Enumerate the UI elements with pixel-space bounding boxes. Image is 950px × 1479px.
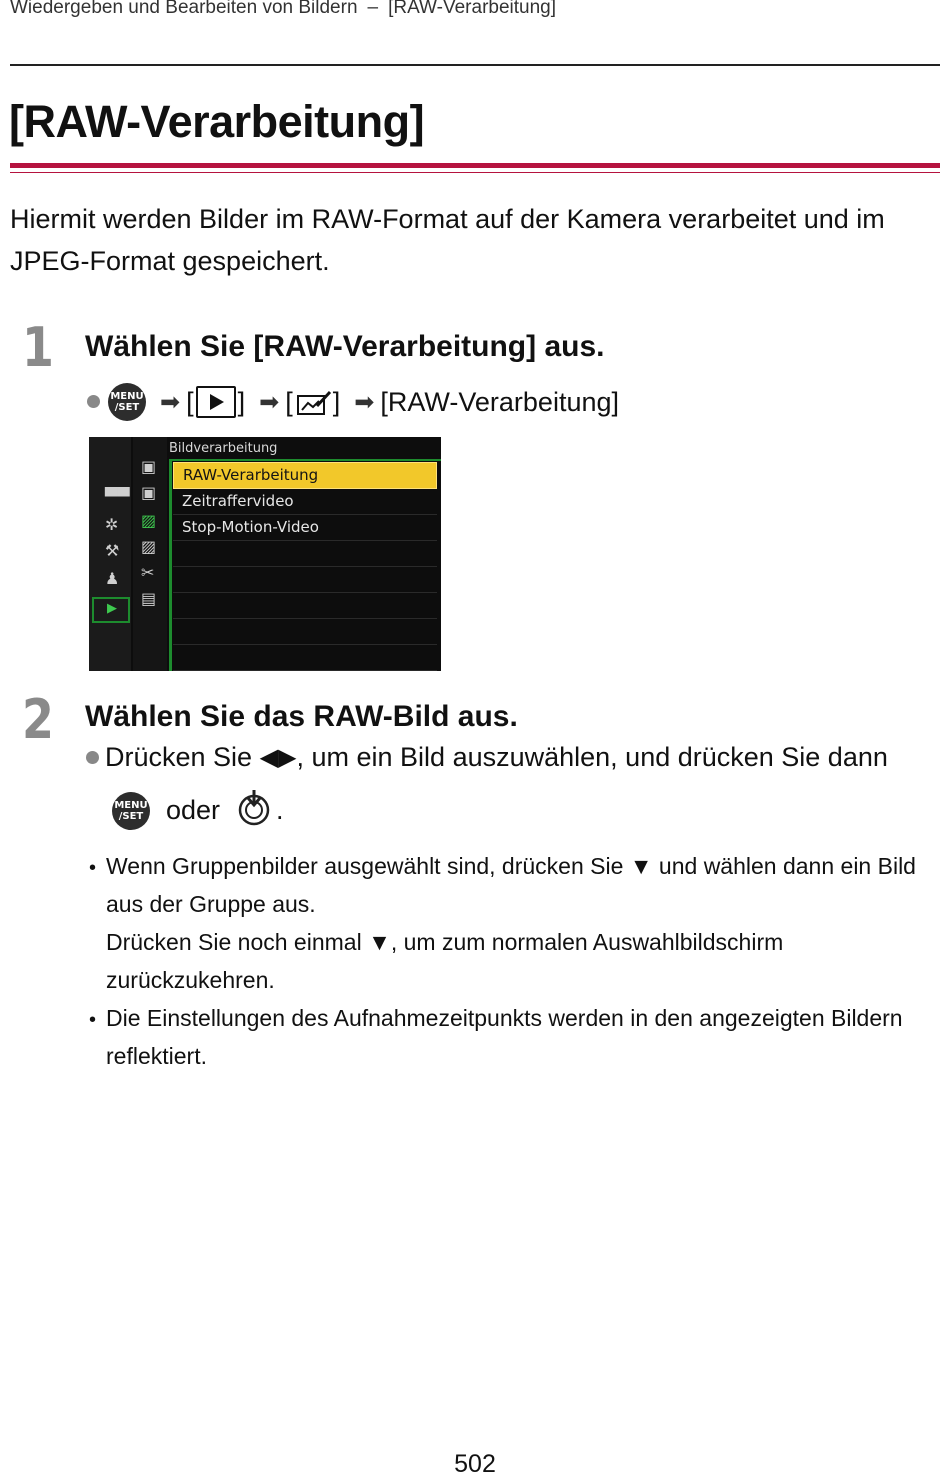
menu-item-name: [RAW-Verarbeitung] — [380, 386, 620, 417]
scissors-icon: ✂ — [141, 563, 155, 582]
tab-icon: ▣ — [141, 457, 157, 476]
note-settings-reflected: Die Einstellungen des Aufnahmezeitpunkts werden in den angezeigten Bildern reflektiert. — [106, 1005, 903, 1069]
arrow-right-icon: ➡ — [259, 388, 280, 416]
camera-menu-item: RAW-Verarbeitung — [173, 462, 437, 489]
note-bullet: • — [89, 1009, 97, 1031]
joystick-press-icon — [236, 788, 272, 833]
oder-text: oder — [166, 795, 221, 825]
image-edit-tab-icon: ▨ — [141, 511, 157, 530]
title-rule-thin — [10, 172, 940, 173]
note-return-selection: Drücken Sie noch einmal ▼, um zum normalen Auswahlbildschirm zurückzukehren. — [106, 929, 784, 993]
image-edit-tab-icon — [295, 388, 331, 416]
play-tab-icon — [196, 386, 236, 418]
step-2-title: Wählen Sie das RAW-Bild aus. — [85, 700, 518, 733]
camera-menu-list — [173, 462, 437, 671]
page-number: 502 — [454, 1450, 496, 1478]
instruction-end: , um ein Bild auszuwählen, und drücken Sie dann — [296, 742, 888, 772]
arrow-right-icon: ➡ — [354, 388, 375, 416]
camera-menu-item: Stop-Motion-Video — [173, 515, 437, 541]
person-icon: ♟ — [105, 569, 120, 588]
bracket-open: [ — [285, 386, 293, 417]
bullet-dot — [86, 751, 99, 764]
breadcrumb-separator: – — [367, 0, 379, 18]
camera-menu-item — [173, 645, 437, 671]
menu-set-label-bottom: /SET — [118, 810, 144, 822]
camera-menu-header: Bildverarbeitung — [169, 441, 278, 456]
menu-set-button-icon — [108, 383, 146, 421]
wrench-icon: ⚒ — [105, 541, 120, 560]
breadcrumb — [10, 0, 556, 19]
step-2-instruction-continued — [112, 788, 284, 833]
camera-menu-screenshot — [89, 437, 441, 671]
left-right-arrows-icon: ◀▶ — [259, 744, 297, 771]
menu-green-divider — [169, 459, 441, 461]
breadcrumb-section: Wiedergeben und Bearbeiten von Bildern — [10, 0, 358, 18]
video-camera-icon: ▀▀ — [105, 487, 130, 506]
tab-icon: ▣ — [141, 483, 157, 502]
menu-set-button-icon — [112, 792, 150, 830]
step-1-number: 1 — [22, 316, 54, 379]
bracket-close: ] — [237, 386, 246, 417]
menu-set-label-top: MENU — [114, 799, 148, 811]
period: . — [276, 795, 284, 825]
camera-menu-item — [173, 567, 437, 593]
camera-menu-item: Zeitraffervideo — [173, 489, 437, 515]
breadcrumb-current: [RAW-Verarbeitung] — [388, 0, 557, 18]
menu-path — [108, 380, 619, 424]
camera-menu-item — [173, 593, 437, 619]
gear-icon: ✲ — [105, 515, 119, 534]
arrow-right-icon: ➡ — [160, 388, 181, 416]
camera-menu-item — [173, 619, 437, 645]
step-2-instruction — [86, 742, 888, 773]
intro-text: Hiermit werden Bilder im RAW-Format auf der Kamera verarbeitet und im JPEG-Format gespeichert. — [10, 204, 885, 276]
instruction-start: Drücken Sie — [105, 742, 260, 772]
header-divider — [10, 64, 940, 66]
image-edit-tab-icon: ▨ — [141, 537, 157, 556]
note-bullet: • — [89, 857, 97, 879]
bullet-dot — [87, 395, 100, 408]
camera-menu-item — [173, 541, 437, 567]
page-title: [RAW-Verarbeitung] — [9, 96, 425, 147]
slideshow-icon: ▤ — [141, 589, 157, 608]
menu-set-label-top: MENU — [110, 391, 144, 402]
bracket-open: [ — [186, 386, 194, 417]
bracket-close: ] — [332, 386, 341, 417]
step-1-title: Wählen Sie [RAW-Verarbeitung] aus. — [85, 330, 605, 363]
menu-set-label-bottom: /SET — [114, 402, 140, 413]
note-group-images: Wenn Gruppenbilder ausgewählt sind, drücken Sie ▼ und wählen dann ein Bild aus der Gruppe aus. — [106, 853, 916, 917]
title-rule-thick — [10, 163, 940, 168]
menu-green-divider — [169, 459, 172, 671]
step-2-number: 2 — [22, 688, 54, 751]
play-icon: ▶ — [107, 601, 117, 616]
